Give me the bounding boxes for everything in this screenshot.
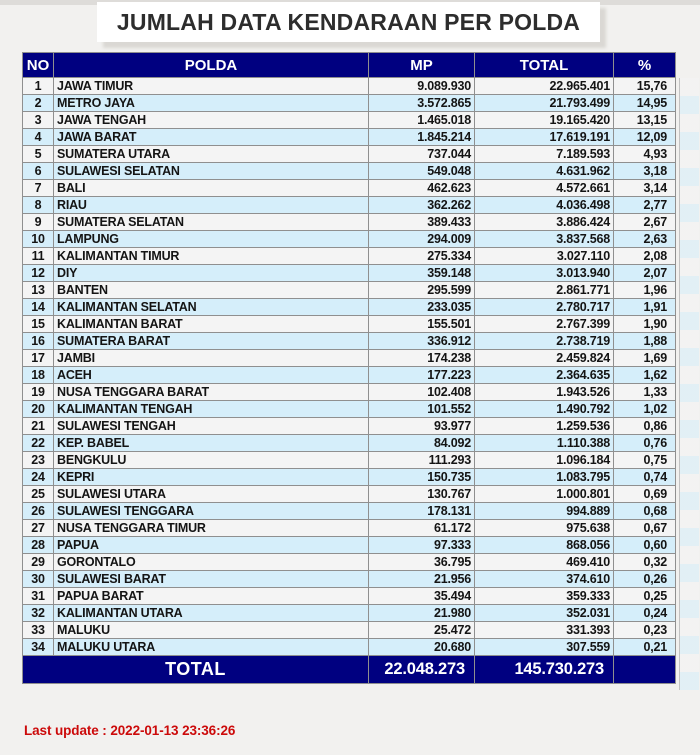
cell-no: 4 xyxy=(23,129,54,146)
cell-total: 868.056 xyxy=(475,537,614,554)
cell-mp: 61.172 xyxy=(369,520,475,537)
cell-polda: SUMATERA UTARA xyxy=(54,146,369,163)
cell-total: 994.889 xyxy=(475,503,614,520)
table-row xyxy=(23,452,676,469)
cell-mp: 130.767 xyxy=(369,486,475,503)
cell-total: 1.000.801 xyxy=(475,486,614,503)
cell-no: 3 xyxy=(23,112,54,129)
cell-polda: PAPUA BARAT xyxy=(54,588,369,605)
cell-polda: KEPRI xyxy=(54,469,369,486)
cell-pct: 1,91 xyxy=(614,299,676,316)
cell-pct: 3,18 xyxy=(614,163,676,180)
cell-no: 2 xyxy=(23,95,54,112)
table-row xyxy=(23,350,676,367)
cell-pct: 0,67 xyxy=(614,520,676,537)
cell-total: 19.165.420 xyxy=(475,112,614,129)
cell-pct: 12,09 xyxy=(614,129,676,146)
cell-mp: 294.009 xyxy=(369,231,475,248)
table-row xyxy=(23,265,676,282)
cell-mp: 97.333 xyxy=(369,537,475,554)
cell-pct: 0,24 xyxy=(614,605,676,622)
table-row xyxy=(23,520,676,537)
cell-pct: 0,32 xyxy=(614,554,676,571)
cell-polda: NUSA TENGGARA TIMUR xyxy=(54,520,369,537)
table-row xyxy=(23,197,676,214)
cell-pct: 0,86 xyxy=(614,418,676,435)
cell-no: 10 xyxy=(23,231,54,248)
cell-no: 8 xyxy=(23,197,54,214)
total-mp-value: 22.048.273 xyxy=(369,656,475,684)
cell-pct: 0,23 xyxy=(614,622,676,639)
table-row xyxy=(23,384,676,401)
cell-pct: 2,77 xyxy=(614,197,676,214)
cell-total: 307.559 xyxy=(475,639,614,656)
table-body xyxy=(23,78,676,656)
cell-pct: 3,14 xyxy=(614,180,676,197)
cell-total: 2.861.771 xyxy=(475,282,614,299)
cell-total: 2.364.635 xyxy=(475,367,614,384)
cell-mp: 1.845.214 xyxy=(369,129,475,146)
table-row xyxy=(23,214,676,231)
cell-polda: SULAWESI BARAT xyxy=(54,571,369,588)
cell-total: 359.333 xyxy=(475,588,614,605)
table-header xyxy=(23,53,676,78)
cell-total: 352.031 xyxy=(475,605,614,622)
cell-polda: METRO JAYA xyxy=(54,95,369,112)
cell-mp: 1.465.018 xyxy=(369,112,475,129)
cell-polda: SUMATERA SELATAN xyxy=(54,214,369,231)
cell-no: 26 xyxy=(23,503,54,520)
cell-no: 22 xyxy=(23,435,54,452)
cell-total: 1.259.536 xyxy=(475,418,614,435)
cell-polda: KALIMANTAN BARAT xyxy=(54,316,369,333)
table-row xyxy=(23,554,676,571)
cell-pct: 14,95 xyxy=(614,95,676,112)
cell-no: 21 xyxy=(23,418,54,435)
cell-pct: 15,76 xyxy=(614,78,676,95)
cell-mp: 336.912 xyxy=(369,333,475,350)
cell-total: 3.886.424 xyxy=(475,214,614,231)
cell-mp: 389.433 xyxy=(369,214,475,231)
cell-polda: SUMATERA BARAT xyxy=(54,333,369,350)
cell-total: 4.631.962 xyxy=(475,163,614,180)
col-header-pct: % xyxy=(614,53,676,78)
cell-mp: 84.092 xyxy=(369,435,475,452)
cell-pct: 2,07 xyxy=(614,265,676,282)
cell-no: 11 xyxy=(23,248,54,265)
cell-polda: JAWA TENGAH xyxy=(54,112,369,129)
cell-pct: 0,74 xyxy=(614,469,676,486)
cell-mp: 275.334 xyxy=(369,248,475,265)
table-row xyxy=(23,588,676,605)
cell-mp: 101.552 xyxy=(369,401,475,418)
cell-total: 2.459.824 xyxy=(475,350,614,367)
cell-mp: 20.680 xyxy=(369,639,475,656)
table-row xyxy=(23,129,676,146)
table-row xyxy=(23,435,676,452)
cell-total: 7.189.593 xyxy=(475,146,614,163)
cell-pct: 13,15 xyxy=(614,112,676,129)
cell-pct: 0,21 xyxy=(614,639,676,656)
col-header-no: NO xyxy=(23,53,54,78)
cell-pct: 0,69 xyxy=(614,486,676,503)
cell-pct: 0,75 xyxy=(614,452,676,469)
cell-total: 469.410 xyxy=(475,554,614,571)
table-row xyxy=(23,503,676,520)
cell-polda: JAWA TIMUR xyxy=(54,78,369,95)
cell-polda: BENGKULU xyxy=(54,452,369,469)
cell-no: 15 xyxy=(23,316,54,333)
cell-pct: 1,62 xyxy=(614,367,676,384)
table-row xyxy=(23,146,676,163)
cell-polda: BANTEN xyxy=(54,282,369,299)
cell-total: 4.036.498 xyxy=(475,197,614,214)
cell-no: 12 xyxy=(23,265,54,282)
table-row xyxy=(23,605,676,622)
cell-pct: 2,63 xyxy=(614,231,676,248)
table-row xyxy=(23,469,676,486)
cell-mp: 462.623 xyxy=(369,180,475,197)
cell-no: 33 xyxy=(23,622,54,639)
cell-no: 32 xyxy=(23,605,54,622)
cell-no: 13 xyxy=(23,282,54,299)
title-box xyxy=(97,2,600,42)
cell-mp: 233.035 xyxy=(369,299,475,316)
table-row xyxy=(23,418,676,435)
cell-polda: KALIMANTAN TIMUR xyxy=(54,248,369,265)
table-row xyxy=(23,571,676,588)
cell-mp: 21.980 xyxy=(369,605,475,622)
cell-polda: MALUKU xyxy=(54,622,369,639)
cell-no: 29 xyxy=(23,554,54,571)
cell-no: 1 xyxy=(23,78,54,95)
cell-polda: KALIMANTAN UTARA xyxy=(54,605,369,622)
cell-no: 23 xyxy=(23,452,54,469)
cell-total: 374.610 xyxy=(475,571,614,588)
page-title: JUMLAH DATA KENDARAAN PER POLDA xyxy=(116,8,581,35)
cell-polda: LAMPUNG xyxy=(54,231,369,248)
cell-polda: GORONTALO xyxy=(54,554,369,571)
cell-mp: 737.044 xyxy=(369,146,475,163)
table-row xyxy=(23,333,676,350)
table-row xyxy=(23,163,676,180)
table-row xyxy=(23,622,676,639)
cell-total: 2.780.717 xyxy=(475,299,614,316)
col-header-mp: MP xyxy=(369,53,475,78)
cell-total: 1.110.388 xyxy=(475,435,614,452)
cell-pct: 4,93 xyxy=(614,146,676,163)
cell-pct: 1,02 xyxy=(614,401,676,418)
cell-no: 28 xyxy=(23,537,54,554)
cell-total: 1.083.795 xyxy=(475,469,614,486)
cell-no: 6 xyxy=(23,163,54,180)
cell-no: 5 xyxy=(23,146,54,163)
cell-total: 3.013.940 xyxy=(475,265,614,282)
cell-total: 2.767.399 xyxy=(475,316,614,333)
cell-polda: PAPUA xyxy=(54,537,369,554)
table-row xyxy=(23,95,676,112)
cell-total: 3.837.568 xyxy=(475,231,614,248)
table-row xyxy=(23,537,676,554)
cell-mp: 9.089.930 xyxy=(369,78,475,95)
cell-no: 17 xyxy=(23,350,54,367)
cell-polda: SULAWESI TENGGARA xyxy=(54,503,369,520)
table-row xyxy=(23,401,676,418)
cell-total: 1.943.526 xyxy=(475,384,614,401)
cell-total: 975.638 xyxy=(475,520,614,537)
cell-total: 1.096.184 xyxy=(475,452,614,469)
cell-pct: 1,90 xyxy=(614,316,676,333)
cell-no: 16 xyxy=(23,333,54,350)
cell-pct: 2,08 xyxy=(614,248,676,265)
cell-pct: 0,25 xyxy=(614,588,676,605)
cell-total: 4.572.661 xyxy=(475,180,614,197)
cell-polda: SULAWESI UTARA xyxy=(54,486,369,503)
total-total-value: 145.730.273 xyxy=(475,656,614,684)
table-row xyxy=(23,282,676,299)
cell-mp: 359.148 xyxy=(369,265,475,282)
cell-pct: 1,88 xyxy=(614,333,676,350)
cell-mp: 295.599 xyxy=(369,282,475,299)
cell-polda: KALIMANTAN TENGAH xyxy=(54,401,369,418)
cell-mp: 102.408 xyxy=(369,384,475,401)
cell-mp: 36.795 xyxy=(369,554,475,571)
table-row xyxy=(23,248,676,265)
table-row xyxy=(23,316,676,333)
cell-no: 30 xyxy=(23,571,54,588)
cell-mp: 549.048 xyxy=(369,163,475,180)
cell-pct: 1,33 xyxy=(614,384,676,401)
cell-total: 22.965.401 xyxy=(475,78,614,95)
table-row xyxy=(23,180,676,197)
table-edge-artifact xyxy=(679,78,699,690)
table-row xyxy=(23,78,676,95)
cell-mp: 155.501 xyxy=(369,316,475,333)
cell-mp: 362.262 xyxy=(369,197,475,214)
cell-pct: 0,60 xyxy=(614,537,676,554)
total-label: TOTAL xyxy=(23,656,369,684)
cell-polda: NUSA TENGGARA BARAT xyxy=(54,384,369,401)
cell-polda: SULAWESI SELATAN xyxy=(54,163,369,180)
cell-mp: 150.735 xyxy=(369,469,475,486)
total-pct-value xyxy=(614,656,676,684)
cell-no: 14 xyxy=(23,299,54,316)
cell-polda: KALIMANTAN SELATAN xyxy=(54,299,369,316)
last-update-text: Last update : 2022-01-13 23:36:26 xyxy=(24,723,236,738)
cell-polda: BALI xyxy=(54,180,369,197)
cell-no: 24 xyxy=(23,469,54,486)
cell-mp: 3.572.865 xyxy=(369,95,475,112)
table-row xyxy=(23,231,676,248)
table-row xyxy=(23,367,676,384)
cell-pct: 0,76 xyxy=(614,435,676,452)
cell-mp: 93.977 xyxy=(369,418,475,435)
polda-vehicle-table xyxy=(22,52,676,684)
cell-no: 27 xyxy=(23,520,54,537)
table-row xyxy=(23,299,676,316)
cell-mp: 35.494 xyxy=(369,588,475,605)
cell-mp: 25.472 xyxy=(369,622,475,639)
cell-mp: 178.131 xyxy=(369,503,475,520)
cell-mp: 21.956 xyxy=(369,571,475,588)
cell-polda: KEP. BABEL xyxy=(54,435,369,452)
cell-no: 20 xyxy=(23,401,54,418)
cell-polda: DIY xyxy=(54,265,369,282)
cell-total: 1.490.792 xyxy=(475,401,614,418)
cell-polda: RIAU xyxy=(54,197,369,214)
cell-polda: JAWA BARAT xyxy=(54,129,369,146)
col-header-polda: POLDA xyxy=(54,53,369,78)
table-footer xyxy=(23,656,676,684)
cell-mp: 111.293 xyxy=(369,452,475,469)
cell-pct: 1,69 xyxy=(614,350,676,367)
cell-no: 34 xyxy=(23,639,54,656)
cell-total: 331.393 xyxy=(475,622,614,639)
cell-pct: 1,96 xyxy=(614,282,676,299)
cell-mp: 177.223 xyxy=(369,367,475,384)
cell-pct: 2,67 xyxy=(614,214,676,231)
cell-pct: 0,68 xyxy=(614,503,676,520)
cell-total: 3.027.110 xyxy=(475,248,614,265)
cell-total: 21.793.499 xyxy=(475,95,614,112)
total-row xyxy=(23,656,676,684)
table-row xyxy=(23,486,676,503)
header-row xyxy=(23,53,676,78)
cell-polda: JAMBI xyxy=(54,350,369,367)
table-row xyxy=(23,112,676,129)
cell-no: 19 xyxy=(23,384,54,401)
cell-total: 2.738.719 xyxy=(475,333,614,350)
cell-total: 17.619.191 xyxy=(475,129,614,146)
table-row xyxy=(23,639,676,656)
col-header-total: TOTAL xyxy=(475,53,614,78)
cell-no: 18 xyxy=(23,367,54,384)
cell-no: 25 xyxy=(23,486,54,503)
cell-no: 31 xyxy=(23,588,54,605)
cell-polda: ACEH xyxy=(54,367,369,384)
cell-no: 7 xyxy=(23,180,54,197)
cell-mp: 174.238 xyxy=(369,350,475,367)
cell-polda: SULAWESI TENGAH xyxy=(54,418,369,435)
cell-polda: MALUKU UTARA xyxy=(54,639,369,656)
cell-no: 9 xyxy=(23,214,54,231)
cell-pct: 0,26 xyxy=(614,571,676,588)
